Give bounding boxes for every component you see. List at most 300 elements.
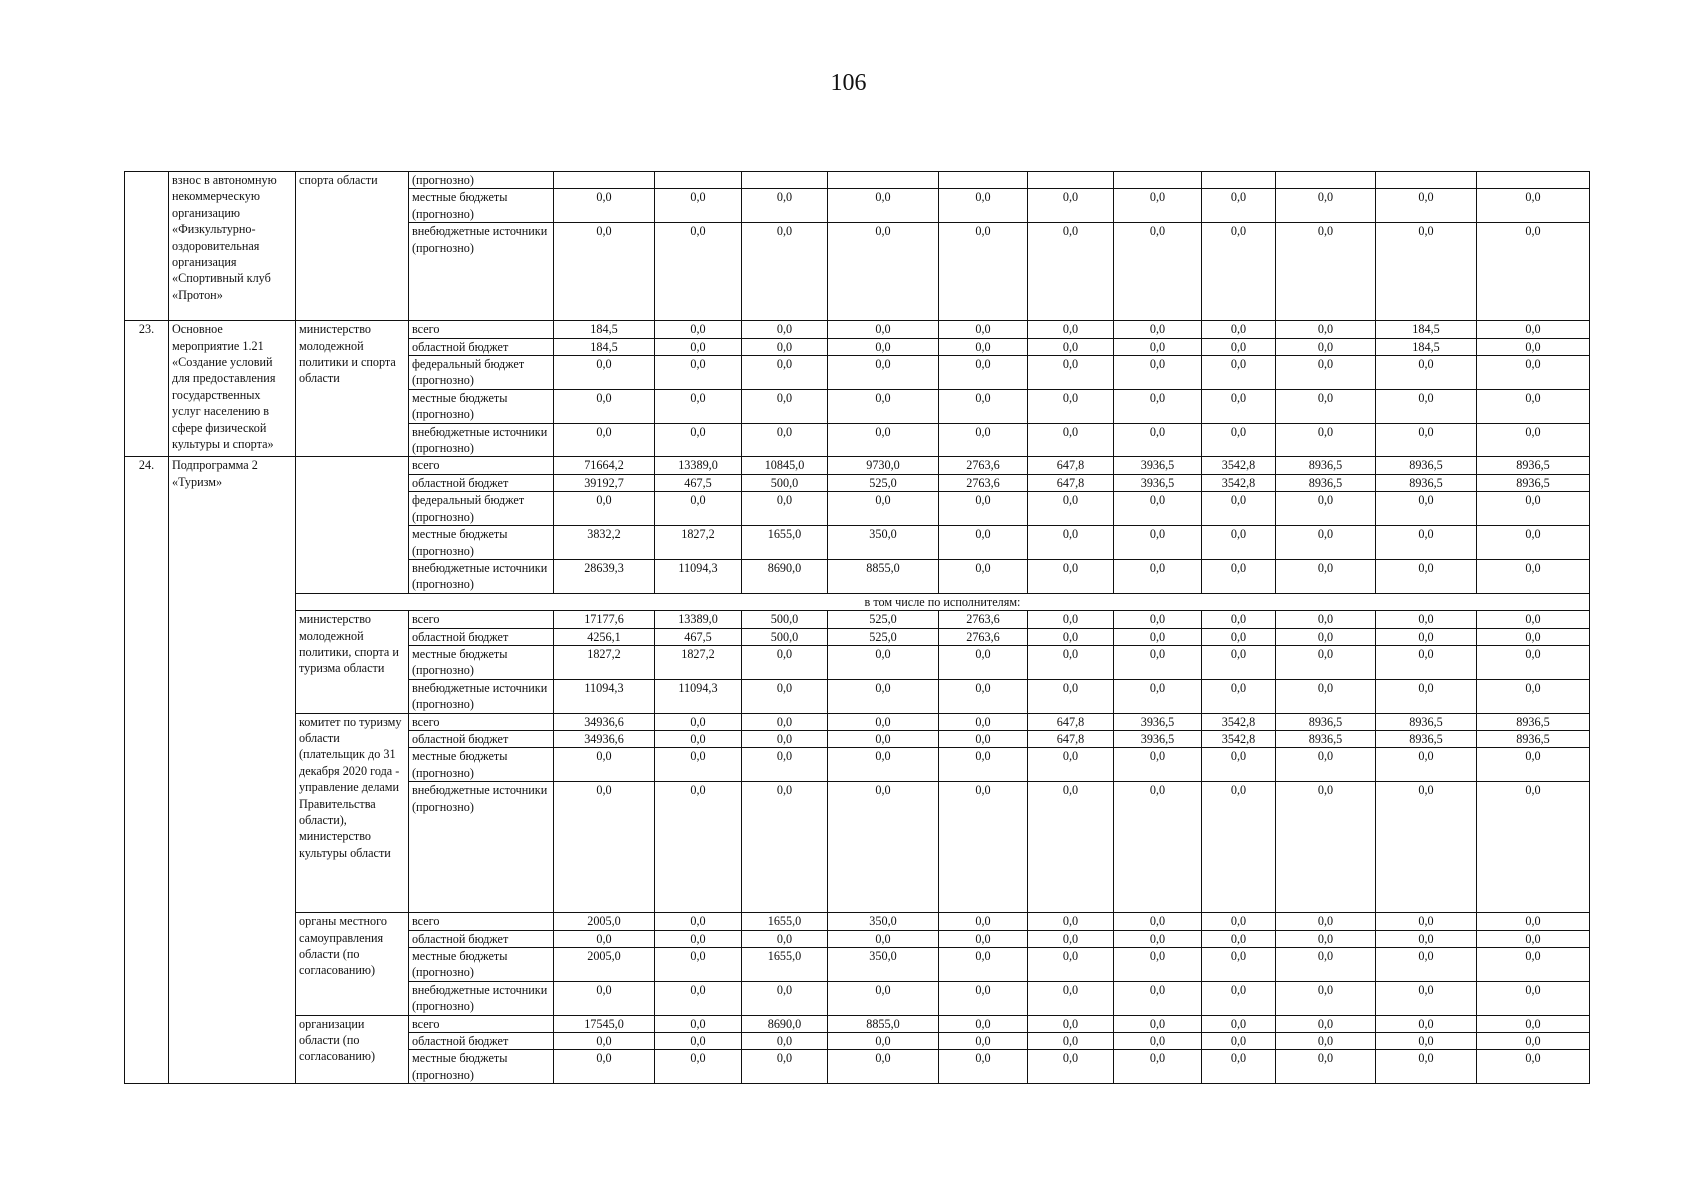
amount-cell: 8936,5	[1276, 713, 1376, 730]
amount-cell: 2763,6	[939, 611, 1028, 628]
amount-cell: 0,0	[1202, 321, 1276, 338]
amount-cell: 184,5	[554, 321, 655, 338]
amount-cell: 28639,3	[554, 559, 655, 593]
amount-cell: 2763,6	[939, 628, 1028, 645]
amount-cell: 0,0	[1376, 628, 1477, 645]
amount-cell: 2763,6	[939, 474, 1028, 491]
amount-cell: 0,0	[1114, 1050, 1202, 1084]
amount-cell: 0,0	[939, 423, 1028, 457]
amount-cell: 0,0	[554, 930, 655, 947]
amount-cell: 0,0	[742, 338, 828, 355]
amount-cell: 0,0	[939, 645, 1028, 679]
amount-cell: 0,0	[1376, 526, 1477, 560]
amount-cell: 0,0	[1202, 930, 1276, 947]
amount-cell: 0,0	[742, 356, 828, 390]
amount-cell: 0,0	[939, 1033, 1028, 1050]
amount-cell: 8936,5	[1477, 474, 1590, 491]
amount-cell: 0,0	[828, 713, 939, 730]
amount-cell: 0,0	[655, 189, 742, 223]
amount-cell: 3542,8	[1202, 730, 1276, 747]
amount-cell: 0,0	[1114, 948, 1202, 982]
table-cell	[655, 172, 742, 189]
amount-cell: 0,0	[828, 423, 939, 457]
amount-cell: 8936,5	[1376, 474, 1477, 491]
amount-cell: 184,5	[1376, 321, 1477, 338]
amount-cell: 0,0	[939, 930, 1028, 947]
amount-cell: 4256,1	[554, 628, 655, 645]
amount-cell: 0,0	[1114, 628, 1202, 645]
amount-cell: 1827,2	[554, 645, 655, 679]
amount-cell: 0,0	[1477, 913, 1590, 930]
amount-cell: 0,0	[554, 748, 655, 782]
funding-source-cell: внебюджетные источники (прогнозно)	[409, 223, 554, 321]
amount-cell: 0,0	[1114, 930, 1202, 947]
table-cell	[939, 172, 1028, 189]
amount-cell: 0,0	[828, 189, 939, 223]
amount-cell: 0,0	[1114, 223, 1202, 321]
amount-cell: 0,0	[1477, 526, 1590, 560]
amount-cell: 0,0	[1276, 645, 1376, 679]
amount-cell: 525,0	[828, 474, 939, 491]
table-row	[125, 321, 1590, 338]
amount-cell: 0,0	[1276, 782, 1376, 913]
amount-cell: 0,0	[1028, 679, 1114, 713]
amount-cell: 0,0	[1028, 389, 1114, 423]
amount-cell: 0,0	[939, 913, 1028, 930]
amount-cell: 0,0	[1028, 1050, 1114, 1084]
amount-cell: 0,0	[939, 526, 1028, 560]
amount-cell: 0,0	[939, 356, 1028, 390]
amount-cell: 0,0	[742, 930, 828, 947]
amount-cell: 0,0	[1477, 356, 1590, 390]
amount-cell: 0,0	[655, 423, 742, 457]
amount-cell: 0,0	[1477, 559, 1590, 593]
amount-cell: 0,0	[1276, 611, 1376, 628]
amount-cell: 0,0	[1376, 981, 1477, 1015]
table-cell	[828, 172, 939, 189]
amount-cell: 0,0	[939, 730, 1028, 747]
amount-cell: 0,0	[655, 981, 742, 1015]
amount-cell: 8690,0	[742, 1015, 828, 1032]
amount-cell: 0,0	[1028, 948, 1114, 982]
amount-cell: 0,0	[1114, 1033, 1202, 1050]
amount-cell: 0,0	[1376, 492, 1477, 526]
funding-source-cell: всего	[409, 1015, 554, 1032]
amount-cell: 8936,5	[1276, 730, 1376, 747]
amount-cell: 0,0	[828, 748, 939, 782]
funding-source-cell: (прогнозно)	[409, 172, 554, 189]
amount-cell: 0,0	[1376, 1050, 1477, 1084]
table-cell	[296, 457, 409, 593]
amount-cell: 1655,0	[742, 948, 828, 982]
amount-cell: 0,0	[1376, 223, 1477, 321]
amount-cell: 8936,5	[1376, 713, 1477, 730]
amount-cell: 500,0	[742, 611, 828, 628]
amount-cell: 0,0	[1202, 559, 1276, 593]
amount-cell: 0,0	[742, 713, 828, 730]
table-row	[125, 713, 1590, 730]
amount-cell: 0,0	[828, 730, 939, 747]
amount-cell: 0,0	[742, 748, 828, 782]
amount-cell: 0,0	[939, 1015, 1028, 1032]
amount-cell: 0,0	[1376, 948, 1477, 982]
amount-cell: 0,0	[1114, 913, 1202, 930]
amount-cell: 0,0	[655, 930, 742, 947]
amount-cell: 0,0	[1202, 981, 1276, 1015]
amount-cell: 0,0	[1202, 223, 1276, 321]
amount-cell: 647,8	[1028, 713, 1114, 730]
table-cell: Подпрограмма 2 «Туризм»	[169, 457, 296, 1084]
amount-cell: 0,0	[1276, 930, 1376, 947]
amount-cell: 350,0	[828, 526, 939, 560]
amount-cell: 1655,0	[742, 913, 828, 930]
funding-source-cell: областной бюджет	[409, 474, 554, 491]
amount-cell: 0,0	[939, 679, 1028, 713]
amount-cell: 0,0	[1276, 679, 1376, 713]
table-row	[125, 457, 1590, 474]
amount-cell: 17545,0	[554, 1015, 655, 1032]
amount-cell: 0,0	[1114, 189, 1202, 223]
amount-cell: 0,0	[1276, 948, 1376, 982]
amount-cell: 0,0	[1028, 782, 1114, 913]
amount-cell: 9730,0	[828, 457, 939, 474]
amount-cell: 0,0	[655, 321, 742, 338]
amount-cell: 647,8	[1028, 474, 1114, 491]
amount-cell: 0,0	[939, 321, 1028, 338]
amount-cell: 0,0	[1477, 338, 1590, 355]
table-row	[125, 172, 1590, 189]
amount-cell: 0,0	[1114, 679, 1202, 713]
amount-cell: 0,0	[1028, 356, 1114, 390]
amount-cell: 0,0	[655, 338, 742, 355]
amount-cell: 8936,5	[1477, 457, 1590, 474]
amount-cell: 0,0	[1477, 1033, 1590, 1050]
amount-cell: 0,0	[828, 981, 939, 1015]
table-cell: министерство молодежной политики, спорта и туризма области	[296, 611, 409, 713]
amount-cell: 0,0	[1276, 423, 1376, 457]
amount-cell: 0,0	[554, 356, 655, 390]
amount-cell: 0,0	[1202, 679, 1276, 713]
amount-cell: 39192,7	[554, 474, 655, 491]
amount-cell: 0,0	[1376, 782, 1477, 913]
budget-table	[124, 171, 1590, 1084]
amount-cell: 467,5	[655, 628, 742, 645]
amount-cell: 0,0	[1202, 645, 1276, 679]
funding-source-cell: федеральный бюджет (прогнозно)	[409, 356, 554, 390]
table-cell	[554, 172, 655, 189]
funding-source-cell: федеральный бюджет (прогнозно)	[409, 492, 554, 526]
amount-cell: 8936,5	[1477, 730, 1590, 747]
table-row	[125, 593, 1590, 610]
amount-cell: 0,0	[1202, 389, 1276, 423]
amount-cell: 0,0	[1477, 645, 1590, 679]
amount-cell: 0,0	[828, 321, 939, 338]
amount-cell: 0,0	[828, 356, 939, 390]
amount-cell: 8855,0	[828, 559, 939, 593]
amount-cell: 0,0	[1376, 189, 1477, 223]
amount-cell: 0,0	[655, 223, 742, 321]
amount-cell: 0,0	[742, 223, 828, 321]
table-cell: спорта области	[296, 172, 409, 321]
amount-cell: 0,0	[554, 981, 655, 1015]
amount-cell: 0,0	[1114, 356, 1202, 390]
amount-cell: 0,0	[1028, 526, 1114, 560]
amount-cell: 0,0	[828, 338, 939, 355]
amount-cell: 0,0	[1202, 782, 1276, 913]
amount-cell: 8690,0	[742, 559, 828, 593]
amount-cell: 0,0	[1028, 930, 1114, 947]
table-cell: в том числе по исполнителям:	[296, 593, 1590, 610]
amount-cell: 525,0	[828, 611, 939, 628]
amount-cell: 0,0	[1114, 492, 1202, 526]
amount-cell: 0,0	[1028, 611, 1114, 628]
amount-cell: 0,0	[1477, 748, 1590, 782]
amount-cell: 0,0	[1114, 559, 1202, 593]
funding-source-cell: местные бюджеты (прогнозно)	[409, 526, 554, 560]
amount-cell: 1827,2	[655, 526, 742, 560]
table-cell	[125, 172, 169, 321]
amount-cell: 0,0	[742, 321, 828, 338]
amount-cell: 0,0	[828, 492, 939, 526]
amount-cell: 0,0	[1028, 645, 1114, 679]
table-cell	[1114, 172, 1202, 189]
amount-cell: 0,0	[1376, 1033, 1477, 1050]
amount-cell: 0,0	[1114, 645, 1202, 679]
amount-cell: 0,0	[554, 1050, 655, 1084]
amount-cell: 500,0	[742, 628, 828, 645]
amount-cell: 0,0	[1202, 356, 1276, 390]
amount-cell: 0,0	[939, 189, 1028, 223]
amount-cell: 0,0	[742, 389, 828, 423]
amount-cell: 0,0	[939, 713, 1028, 730]
table-cell: взнос в автономную некоммерческую организацию «Физкультурно-оздоровительная организация «Спортивный клуб «Протон»	[169, 172, 296, 321]
amount-cell: 0,0	[1202, 338, 1276, 355]
amount-cell: 0,0	[1376, 748, 1477, 782]
funding-source-cell: всего	[409, 457, 554, 474]
amount-cell: 13389,0	[655, 611, 742, 628]
amount-cell: 0,0	[742, 679, 828, 713]
amount-cell: 0,0	[655, 948, 742, 982]
amount-cell: 0,0	[1477, 981, 1590, 1015]
amount-cell: 0,0	[742, 423, 828, 457]
amount-cell: 0,0	[1028, 492, 1114, 526]
amount-cell: 647,8	[1028, 457, 1114, 474]
amount-cell: 0,0	[1114, 338, 1202, 355]
amount-cell: 0,0	[1376, 559, 1477, 593]
amount-cell: 500,0	[742, 474, 828, 491]
amount-cell: 0,0	[1276, 321, 1376, 338]
amount-cell: 0,0	[1276, 1050, 1376, 1084]
amount-cell: 0,0	[742, 189, 828, 223]
amount-cell: 0,0	[742, 981, 828, 1015]
amount-cell: 0,0	[655, 748, 742, 782]
amount-cell: 3542,8	[1202, 474, 1276, 491]
amount-cell: 0,0	[655, 1033, 742, 1050]
funding-source-cell: внебюджетные источники (прогнозно)	[409, 679, 554, 713]
amount-cell: 0,0	[939, 1050, 1028, 1084]
amount-cell: 0,0	[742, 645, 828, 679]
amount-cell: 0,0	[939, 782, 1028, 913]
amount-cell: 0,0	[1028, 223, 1114, 321]
amount-cell: 0,0	[1276, 981, 1376, 1015]
amount-cell: 17177,6	[554, 611, 655, 628]
table-row	[125, 913, 1590, 930]
amount-cell: 0,0	[1276, 628, 1376, 645]
amount-cell: 8936,5	[1376, 457, 1477, 474]
table-cell	[742, 172, 828, 189]
amount-cell: 0,0	[1477, 930, 1590, 947]
amount-cell: 0,0	[1028, 1033, 1114, 1050]
table-cell: органы местного самоуправления области (по согласованию)	[296, 913, 409, 1015]
amount-cell: 2763,6	[939, 457, 1028, 474]
amount-cell: 350,0	[828, 948, 939, 982]
amount-cell: 0,0	[939, 981, 1028, 1015]
amount-cell: 0,0	[1276, 1015, 1376, 1032]
amount-cell: 0,0	[1376, 679, 1477, 713]
amount-cell: 11094,3	[655, 679, 742, 713]
amount-cell: 0,0	[554, 389, 655, 423]
amount-cell: 0,0	[1114, 748, 1202, 782]
amount-cell: 0,0	[1028, 189, 1114, 223]
funding-source-cell: местные бюджеты (прогнозно)	[409, 948, 554, 982]
funding-source-cell: всего	[409, 913, 554, 930]
amount-cell: 13389,0	[655, 457, 742, 474]
amount-cell: 0,0	[1028, 559, 1114, 593]
amount-cell: 11094,3	[554, 679, 655, 713]
table-cell: Основное мероприятие 1.21 «Создание условий для предоставления государственных услуг населению в сфере физической культуры и спорта»	[169, 321, 296, 457]
amount-cell: 0,0	[742, 782, 828, 913]
amount-cell: 0,0	[742, 492, 828, 526]
amount-cell: 0,0	[1477, 321, 1590, 338]
amount-cell: 3542,8	[1202, 457, 1276, 474]
amount-cell: 0,0	[655, 782, 742, 913]
amount-cell: 0,0	[554, 1033, 655, 1050]
table-cell: 24.	[125, 457, 169, 1084]
amount-cell: 3936,5	[1114, 474, 1202, 491]
amount-cell: 0,0	[1028, 1015, 1114, 1032]
amount-cell: 11094,3	[655, 559, 742, 593]
amount-cell: 0,0	[1202, 423, 1276, 457]
amount-cell: 3542,8	[1202, 713, 1276, 730]
amount-cell: 0,0	[1376, 913, 1477, 930]
amount-cell: 0,0	[1477, 223, 1590, 321]
amount-cell: 0,0	[655, 713, 742, 730]
amount-cell: 0,0	[1028, 321, 1114, 338]
amount-cell: 0,0	[1028, 913, 1114, 930]
amount-cell: 1655,0	[742, 526, 828, 560]
amount-cell: 0,0	[1376, 423, 1477, 457]
funding-source-cell: всего	[409, 611, 554, 628]
amount-cell: 0,0	[1276, 492, 1376, 526]
amount-cell: 0,0	[1276, 189, 1376, 223]
amount-cell: 0,0	[1376, 611, 1477, 628]
amount-cell: 0,0	[939, 338, 1028, 355]
amount-cell: 0,0	[1202, 189, 1276, 223]
amount-cell: 8936,5	[1376, 730, 1477, 747]
amount-cell: 0,0	[554, 423, 655, 457]
amount-cell: 0,0	[1376, 645, 1477, 679]
amount-cell: 0,0	[1376, 1015, 1477, 1032]
amount-cell: 0,0	[939, 223, 1028, 321]
table-cell	[1477, 172, 1590, 189]
funding-source-cell: всего	[409, 321, 554, 338]
amount-cell: 0,0	[1114, 1015, 1202, 1032]
amount-cell: 0,0	[1477, 948, 1590, 982]
amount-cell: 0,0	[1202, 948, 1276, 982]
amount-cell: 0,0	[828, 645, 939, 679]
amount-cell: 0,0	[742, 730, 828, 747]
amount-cell: 8855,0	[828, 1015, 939, 1032]
amount-cell: 0,0	[1202, 1015, 1276, 1032]
funding-source-cell: всего	[409, 713, 554, 730]
amount-cell: 0,0	[1477, 492, 1590, 526]
funding-source-cell: областной бюджет	[409, 930, 554, 947]
table-row	[125, 611, 1590, 628]
amount-cell: 0,0	[1376, 389, 1477, 423]
funding-source-cell: областной бюджет	[409, 628, 554, 645]
amount-cell: 2005,0	[554, 948, 655, 982]
amount-cell: 0,0	[939, 948, 1028, 982]
amount-cell: 0,0	[742, 1050, 828, 1084]
amount-cell: 184,5	[554, 338, 655, 355]
amount-cell: 0,0	[655, 389, 742, 423]
amount-cell: 0,0	[1202, 628, 1276, 645]
amount-cell: 0,0	[1276, 1033, 1376, 1050]
amount-cell: 0,0	[828, 1033, 939, 1050]
page-number: 106	[830, 70, 867, 96]
amount-cell: 3936,5	[1114, 730, 1202, 747]
amount-cell: 0,0	[939, 492, 1028, 526]
table-cell	[1276, 172, 1376, 189]
amount-cell: 0,0	[1028, 748, 1114, 782]
funding-source-cell: внебюджетные источники (прогнозно)	[409, 559, 554, 593]
amount-cell: 0,0	[1202, 611, 1276, 628]
funding-source-cell: областной бюджет	[409, 1033, 554, 1050]
amount-cell: 0,0	[1114, 981, 1202, 1015]
amount-cell: 0,0	[1276, 356, 1376, 390]
funding-source-cell: внебюджетные источники (прогнозно)	[409, 782, 554, 913]
amount-cell: 350,0	[828, 913, 939, 930]
amount-cell: 0,0	[939, 559, 1028, 593]
amount-cell: 0,0	[1114, 389, 1202, 423]
amount-cell: 647,8	[1028, 730, 1114, 747]
funding-source-cell: местные бюджеты (прогнозно)	[409, 645, 554, 679]
amount-cell: 0,0	[939, 389, 1028, 423]
funding-source-cell: местные бюджеты (прогнозно)	[409, 389, 554, 423]
table-cell: 23.	[125, 321, 169, 457]
amount-cell: 1827,2	[655, 645, 742, 679]
amount-cell: 0,0	[1202, 1033, 1276, 1050]
amount-cell: 0,0	[1477, 389, 1590, 423]
amount-cell: 0,0	[1114, 526, 1202, 560]
amount-cell: 0,0	[1376, 930, 1477, 947]
amount-cell: 0,0	[655, 1015, 742, 1032]
amount-cell: 0,0	[1028, 338, 1114, 355]
amount-cell: 0,0	[1477, 679, 1590, 713]
amount-cell: 10845,0	[742, 457, 828, 474]
amount-cell: 0,0	[828, 782, 939, 913]
funding-source-cell: местные бюджеты (прогнозно)	[409, 748, 554, 782]
amount-cell: 0,0	[1276, 389, 1376, 423]
amount-cell: 2005,0	[554, 913, 655, 930]
amount-cell: 0,0	[1202, 526, 1276, 560]
amount-cell: 0,0	[1276, 913, 1376, 930]
amount-cell: 467,5	[655, 474, 742, 491]
budget-table-body	[125, 172, 1590, 1084]
amount-cell: 0,0	[1376, 356, 1477, 390]
amount-cell: 0,0	[1028, 628, 1114, 645]
table-cell: организации области (по согласованию)	[296, 1015, 409, 1084]
